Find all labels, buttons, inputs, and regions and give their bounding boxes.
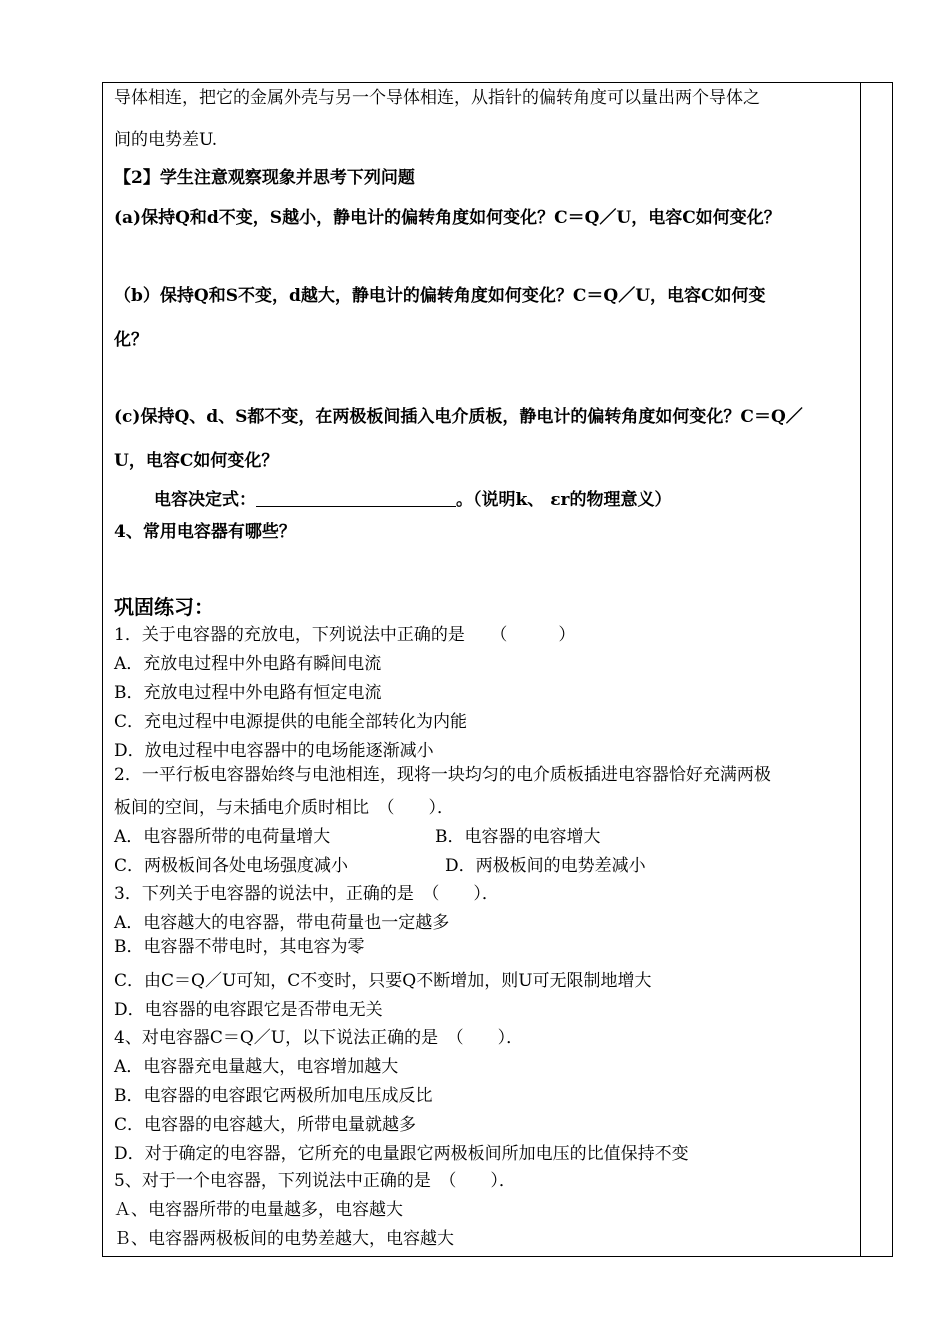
- formula-blank[interactable]: [256, 490, 456, 507]
- formula-line: [154, 490, 672, 510]
- question-c-line-2: U，电容C如何变化？: [114, 451, 279, 471]
- section-4-heading: 4、常用电容器有哪些？: [114, 522, 296, 542]
- q3-option-d: D．电容器的电容跟它是否带电无关: [114, 1000, 383, 1020]
- q2-stem-line-1: 2．一平行板电容器始终与电池相连，现将一块均匀的电介质板插进电容器恰好充满两极: [114, 765, 771, 785]
- q2-option-c: C．两极板间各处电场强度减小: [114, 856, 349, 876]
- q1-option-c: C．充电过程中电源提供的电能全部转化为内能: [114, 712, 468, 732]
- q3-option-c: C．由C＝Q／U可知，C不变时，只要Q不断增加，则U可无限制地增大: [114, 971, 652, 991]
- q1-stem: 1．关于电容器的充放电，下列说法中正确的是 （ ）: [114, 625, 576, 645]
- column-divider: [860, 82, 861, 1257]
- q2-option-a: A．电容器所带的电荷量增大: [114, 827, 331, 847]
- q1-option-a: A．充放电过程中外电路有瞬间电流: [114, 654, 382, 674]
- q4-stem: 4、对电容器C＝Q／U，以下说法正确的是 （ ）．: [114, 1028, 524, 1048]
- q1-option-d: D．放电过程中电容器中的电场能逐渐减小: [114, 741, 434, 761]
- q4-option-d: D．对于确定的电容器，它所充的电量跟它两极板间所加电压的比值保持不变: [114, 1144, 689, 1164]
- q5-option-a: Ａ、电容器所带的电量越多，电容越大: [114, 1200, 403, 1220]
- q4-option-a: A．电容器充电量越大，电容增加越大: [114, 1057, 399, 1077]
- q5-stem: 5、对于一个电容器，下列说法中正确的是 （ ）．: [114, 1171, 516, 1191]
- q5-option-b: Ｂ、电容器两极板间的电势差越大，电容越大: [114, 1229, 454, 1249]
- q2-option-d: D．两极板间的电势差减小: [445, 856, 646, 876]
- intro-line-1: 导体相连，把它的金属外壳与另一个导体相连，从指针的偏转角度可以量出两个导体之: [114, 88, 760, 108]
- practice-title: 巩固练习：: [114, 595, 214, 619]
- question-a: (a)保持Q和d不变，S越小，静电计的偏转角度如何变化？C＝Q／U，电容C如何变化？: [114, 208, 781, 228]
- formula-note: 。（说明k、 εr的物理意义）: [456, 490, 672, 510]
- question-c-line-1: (c)保持Q、d、S都不变，在两极板间插入电介质板，静电计的偏转角度如何变化？C＝Q／: [114, 407, 803, 427]
- observe-title: 【2】学生注意观察现象并思考下列问题: [114, 168, 415, 188]
- q1-option-b: B．充放电过程中外电路有恒定电流: [114, 683, 382, 703]
- q3-stem: 3．下列关于电容器的说法中，正确的是 （ ）．: [114, 884, 499, 904]
- intro-line-2: 间的电势差U.: [114, 130, 218, 150]
- formula-label: 电容决定式：: [154, 490, 256, 510]
- q4-option-b: B．电容器的电容跟它两极所加电压成反比: [114, 1086, 433, 1106]
- question-b-line-2: 化？: [114, 330, 148, 350]
- q4-option-c: C．电容器的电容越大，所带电量就越多: [114, 1115, 417, 1135]
- q2-option-b: B．电容器的电容增大: [435, 827, 601, 847]
- question-b-line-1: （b）保持Q和S不变，d越大，静电计的偏转角度如何变化？C＝Q／U，电容C如何变: [114, 286, 766, 306]
- q3-option-b: B．电容器不带电时，其电容为零: [114, 937, 365, 957]
- q3-option-a: A．电容越大的电容器，带电荷量也一定越多: [114, 913, 450, 933]
- q2-stem-line-2: 板间的空间，与未插电介质时相比 （ ）．: [114, 798, 454, 818]
